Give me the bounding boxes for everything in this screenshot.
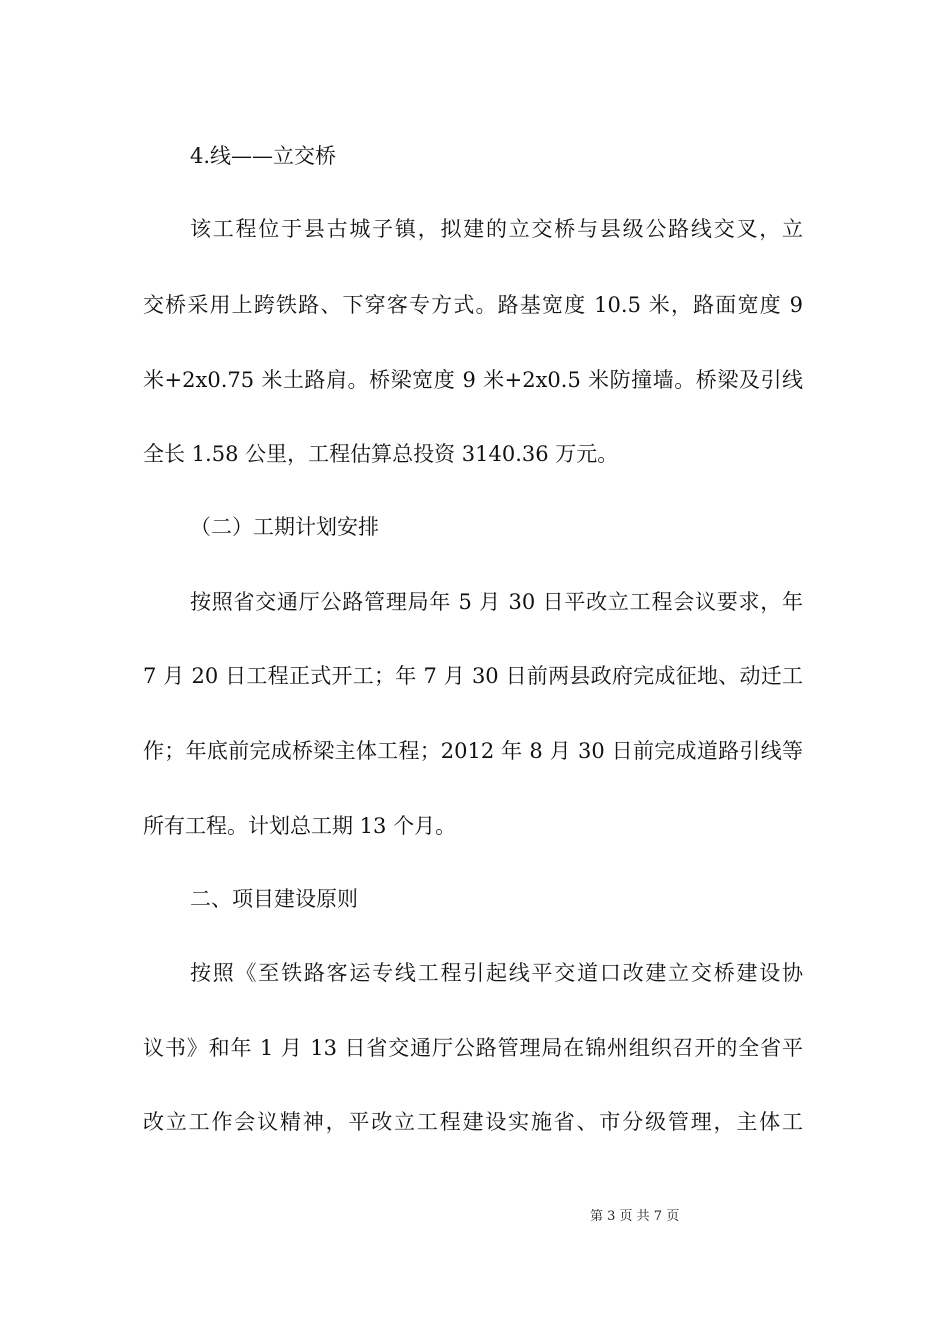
paragraph-line: 该工程位于县古城子镇，拟建的立交桥与县级公路线交叉，立 xyxy=(190,217,803,241)
paragraph-line: 按照《至铁路客运专线工程引起线平交道口改建立交桥建设协 xyxy=(190,961,803,985)
paragraph-line: 交桥采用上跨铁路、下穿客专方式。路基宽度 10.5 米，路面宽度 9 xyxy=(143,293,803,317)
paragraph-line: 按照省交通厅公路管理局年 5 月 30 日平改立工程会议要求，年 xyxy=(190,590,803,614)
paragraph-line: 所有工程。计划总工期 13 个月。 xyxy=(143,814,457,838)
paragraph-line: 作；年底前完成桥梁主体工程；2012 年 8 月 30 日前完成道路引线等 xyxy=(143,739,803,763)
paragraph-line: 米+2x0.75 米土路肩。桥梁宽度 9 米+2x0.5 米防撞墙。桥梁及引线 xyxy=(143,368,803,392)
page-footer: 第 3 页 共 7 页 xyxy=(590,1209,680,1224)
paragraph-line: 议书》和年 1 月 13 日省交通厅公路管理局在锦州组织召开的全省平 xyxy=(143,1036,803,1060)
section-heading-principles: 二、项目建设原则 xyxy=(190,887,358,911)
paragraph-line: 改立工作会议精神，平改立工程建设实施省、市分级管理，主体工 xyxy=(143,1110,803,1134)
section-heading-overpass: 4.线——立交桥 xyxy=(190,144,337,168)
subsection-heading-schedule: （二）工期计划安排 xyxy=(190,515,379,539)
paragraph-line: 7 月 20 日工程正式开工；年 7 月 30 日前两县政府完成征地、动迁工 xyxy=(143,664,803,688)
paragraph-line: 全长 1.58 公里，工程估算总投资 3140.36 万元。 xyxy=(143,442,619,466)
